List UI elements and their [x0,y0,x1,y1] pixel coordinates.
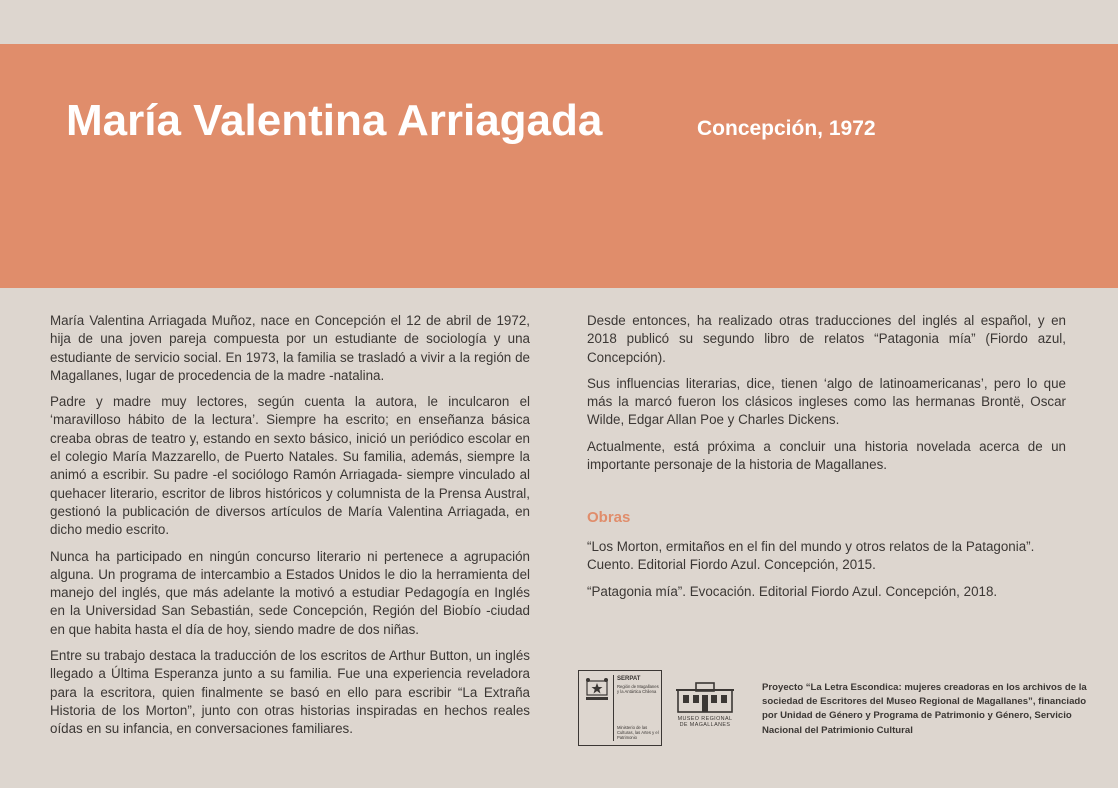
serpat-region: Región de Magallanes y la Antártica Chilena [617,684,659,694]
obras-heading: Obras [587,509,631,526]
birth-place-year: Concepción, 1972 [697,117,876,140]
museo-logo [672,680,738,736]
museo-line1: MUSEO REGIONAL [677,716,733,722]
museo-line2: DE MAGALLANES [679,722,731,729]
page-title: María Valentina Arriagada [66,96,603,145]
bio-paragraph: Nunca ha participado en ningún concurso literario ni pertenece a agrupación alguna. Un programa de intercambio a Estados Unidos le dio la herramienta del manejo del inglés, que más adelante la motivó a estudiar Pedagogía en Inglés en la Universidad San Sebastián, sede Concepción, Región del Biobío -ciudad en que habita hasta el día de hoy, siendo madre de dos niñas. [50,548,530,637]
bio-paragraph: Desde entonces, ha realizado otras traducciones del inglés al español, y en 2018 publicó su segundo libro de relatos “Patagonia mía” (Fiordo azul, Concepción). [587,313,1066,365]
serpat-ministry: Ministerio de las Culturas, las Artes y el Patrimonio [617,725,659,740]
bio-paragraph: Padre y madre muy lectores, según cuenta la autora, le inculcaron el ‘maravilloso hábito de la lectura’. Siempre ha escrito; en enseñanza básica creaba obras de teatro y, estando en sexto básico, inició un periódico escolar en el colegio María Mazzarello, de Puerto Natales. Su familia, además, siempre la animó a escribir. Su padre -el sociólogo Ramón Arriagada- siempre vinculado al quehacer literario, escritor de libros históricos y columnista de la Prensa Austral, gestionó la publicación de diversos artículos de María Valentina Arriagada, en dicho medio escrito. [50,394,530,538]
serpat-title: SERPAT [617,676,641,682]
logo-divider [613,675,614,741]
obra-item: “Los Morton, ermitaños en el fin del mundo y otros relatos de la Patagonia”. Cuento. Editorial Fiordo Azul. Concepción, 2015. [587,539,1035,573]
chile-crest-icon [584,677,610,703]
obra-item: “Patagonia mía”. Evocación. Editorial Fiordo Azul. Concepción, 2018. [587,583,998,599]
bio-paragraph: Sus influencias literarias, dice, tienen ‘algo de latinoamericanas’, pero lo que más la marcó fueron los clásicos ingleses como las hermanas Brontë, Oscar Wilde, Edgar Allan Poe y Charles Dickens. [587,375,1066,428]
bio-paragraph: Entre su trabajo destaca la traducción de los escritos de Arthur Button, un inglés llegado a Última Esperanza junto a su familia. Fue una experiencia reveladora para la escritora, quien finalmente se basó en ello para escribir “La Extraña Historia de los Morton”, junto con otras historias inspiradas en hechos reales oídas en su infancia, en conversaciones familiares. [50,648,530,737]
bio-left-column [50,312,530,747]
museo-name [672,716,738,729]
project-credits: Proyecto “La Letra Escondica: mujeres creadoras en los archivos de la sociedad de Escritores del Museo Regional de Magallanes”, financiado por Unidad de Género y Programa de Patrimonio y Género, Servicio Nacional del Patrimionio Cultural [762,682,1087,736]
bio-paragraph: Actualmente, está próxima a concluir una historia novelada acerca de un importante personaje de la historia de Magallanes. [587,438,1066,473]
bio-paragraph: María Valentina Arriagada Muñoz, nace en Concepción el 12 de abril de 1972, hija de una joven pareja compuesta por un estudiante de sociología y una estudiante de servicio social. En 1973, la familia se trasladó a vivir a la región de Magallanes, lugar de procedencia de la madre -natalina. [50,313,530,383]
obras-list [587,538,1066,609]
bio-right-column [587,312,1066,482]
header-banner [0,44,1118,288]
museum-building-icon [672,680,738,714]
serpat-logo [578,670,662,746]
